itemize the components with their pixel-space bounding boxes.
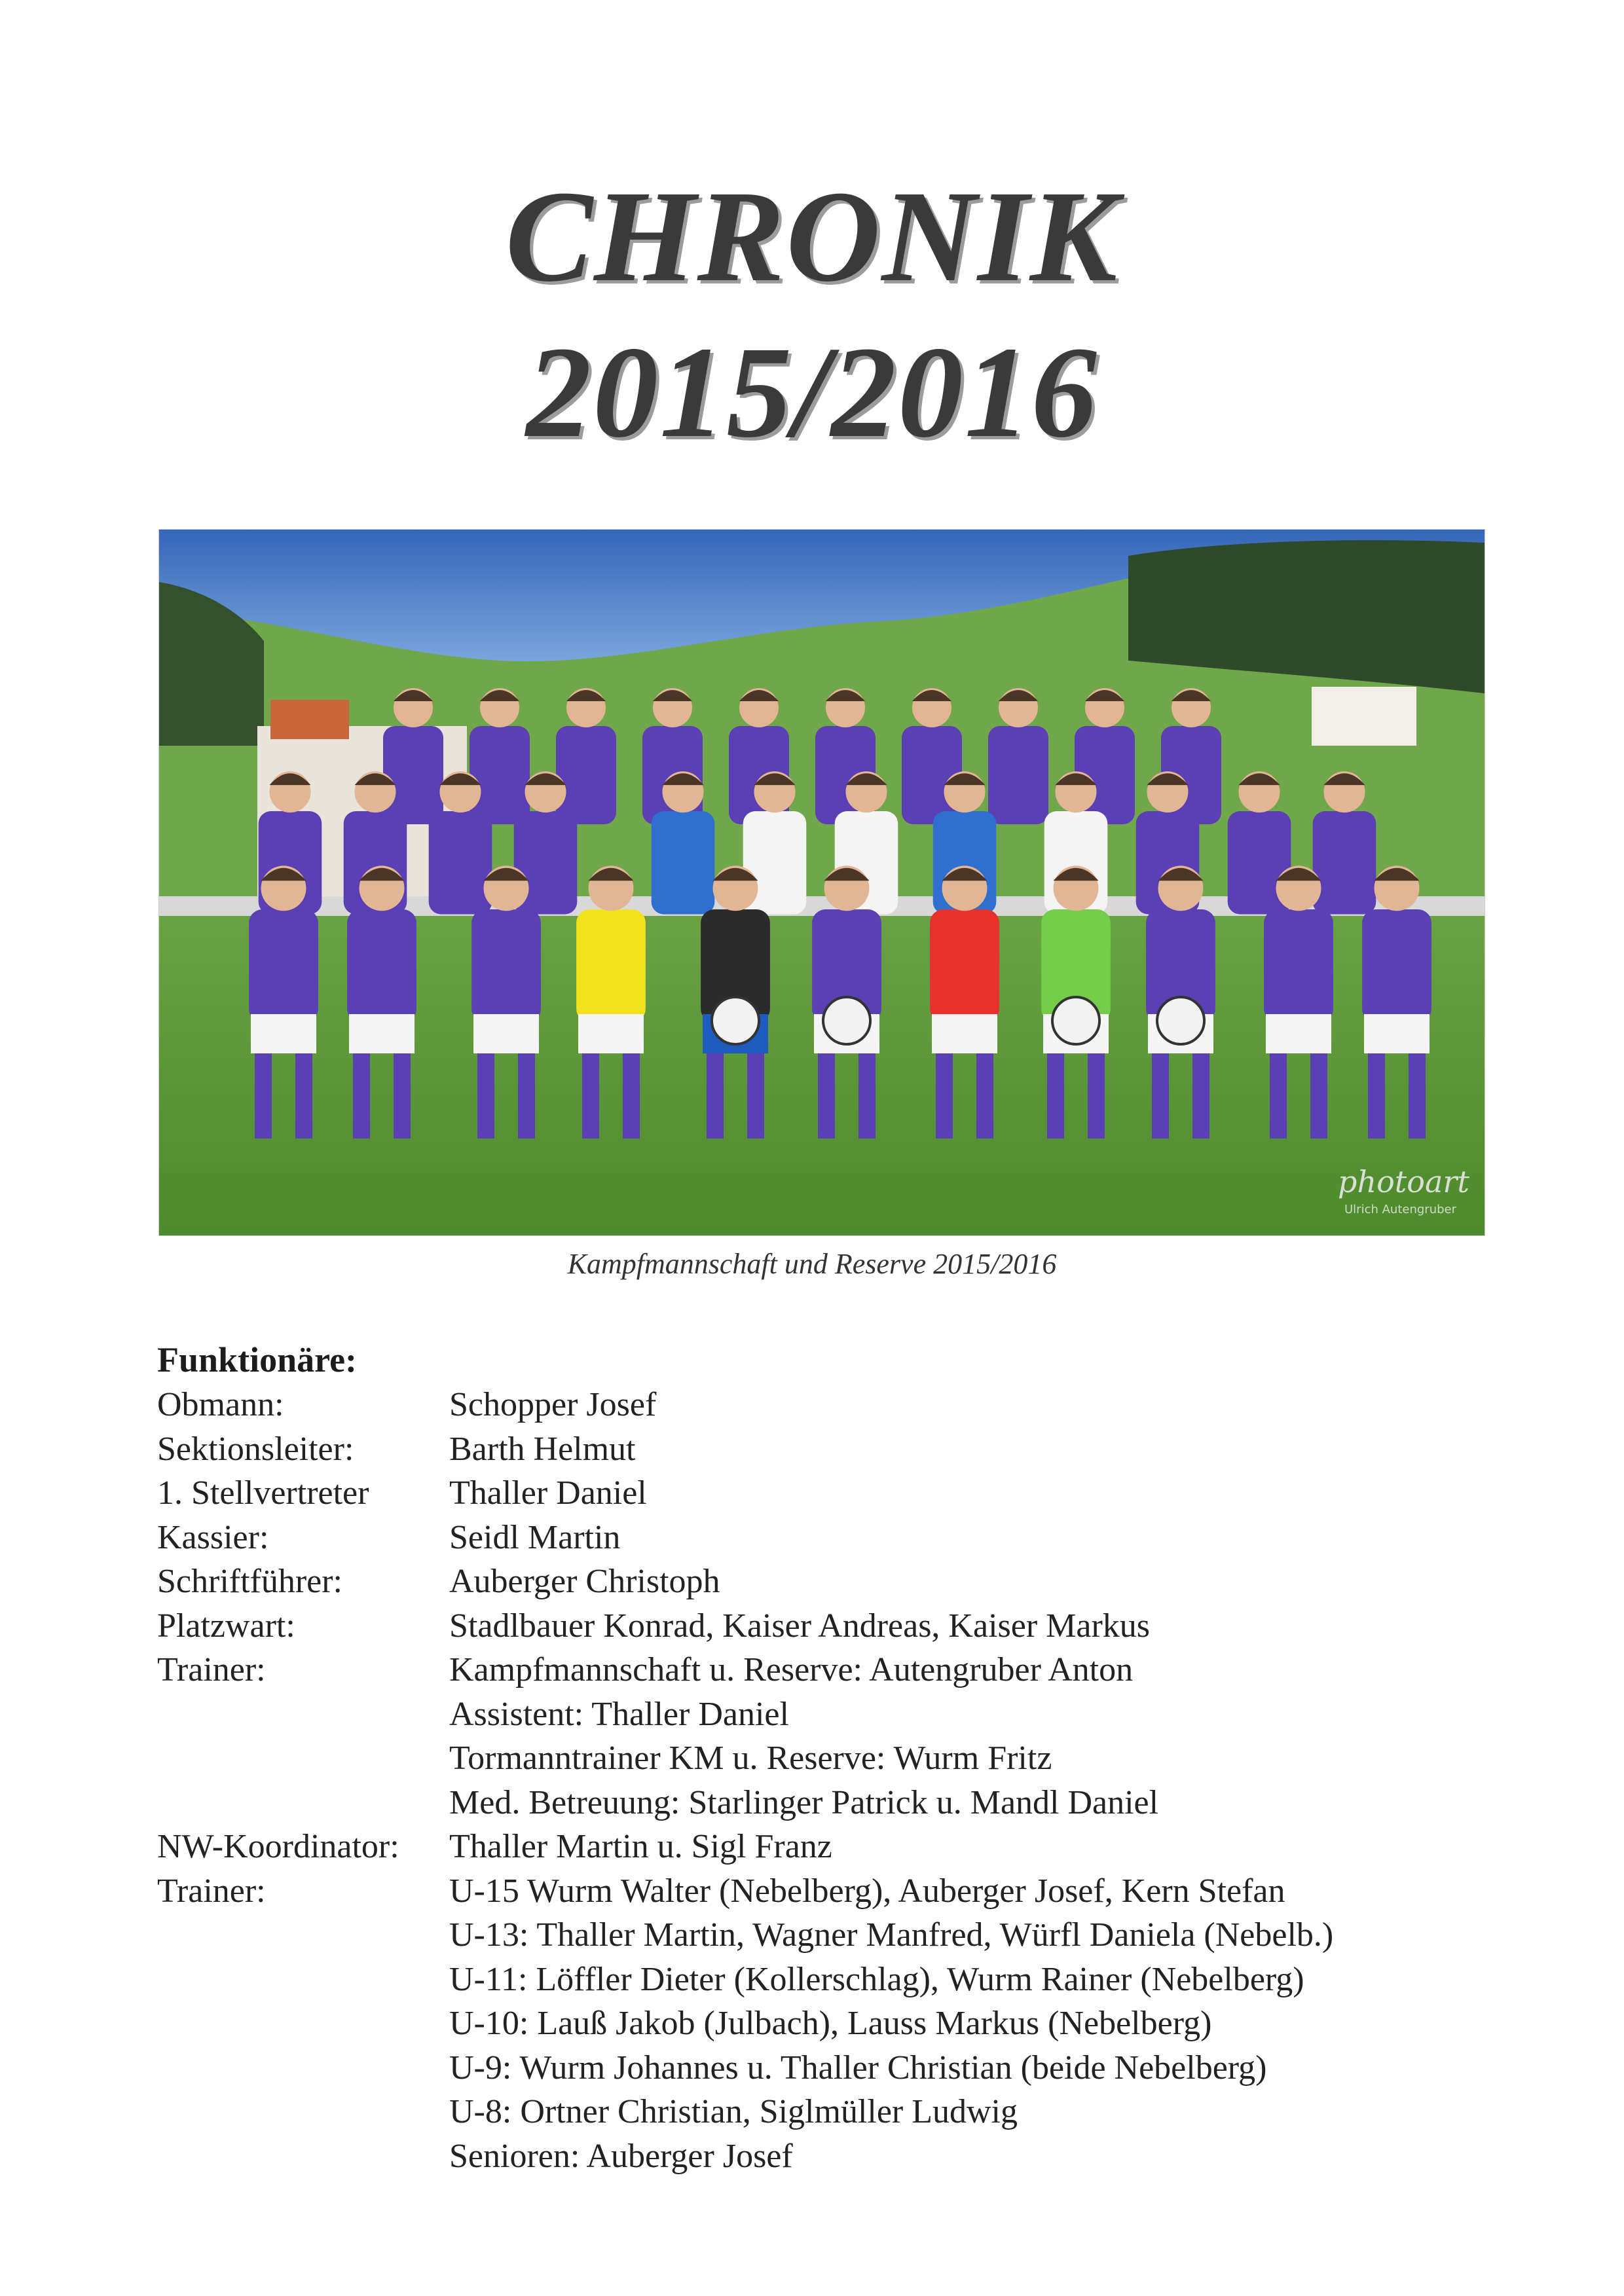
official-names: Schopper Josef bbox=[449, 1386, 657, 1423]
player-socks bbox=[1270, 1053, 1287, 1139]
player-shorts bbox=[349, 1014, 415, 1053]
photo-caption: Kampfmannschaft und Reserve 2015/2016 bbox=[567, 1248, 1057, 1280]
official-names: Tormanntrainer KM u. Reserve: Wurm Fritz bbox=[449, 1740, 1052, 1777]
official-names: Thaller Daniel bbox=[449, 1474, 647, 1512]
photo-watermark: photoart bbox=[1338, 1164, 1469, 1199]
player-socks bbox=[353, 1053, 370, 1139]
official-names: U-11: Löffler Dieter (Kollerschlag), Wurm Rainer (Nebelberg) bbox=[449, 1960, 1304, 1998]
football bbox=[1052, 997, 1099, 1044]
official-row bbox=[157, 1559, 1532, 1604]
player-socks bbox=[1192, 1053, 1209, 1139]
official-row bbox=[157, 1516, 1532, 1560]
official-row bbox=[157, 2134, 1532, 2179]
player-shorts bbox=[1266, 1014, 1331, 1053]
official-names: Seidl Martin bbox=[449, 1518, 621, 1556]
player-socks bbox=[1368, 1053, 1385, 1139]
player-socks bbox=[818, 1053, 835, 1139]
official-row bbox=[157, 1648, 1532, 1692]
official-names: Kampfmannschaft u. Reserve: Autengruber Anton bbox=[449, 1651, 1134, 1688]
official-names: U-13: Thaller Martin, Wagner Manfred, Würfl Daniela (Nebelb.) bbox=[449, 1916, 1334, 1954]
page-title-season: 2015/2016 bbox=[526, 320, 1098, 465]
player-socks bbox=[582, 1053, 599, 1139]
official-names: Thaller Martin u. Sigl Franz bbox=[449, 1828, 832, 1865]
football bbox=[712, 997, 759, 1044]
official-role: Platzwart: bbox=[157, 1607, 295, 1645]
player-socks bbox=[1409, 1053, 1426, 1139]
player-socks bbox=[707, 1053, 724, 1139]
football bbox=[823, 997, 870, 1044]
official-row bbox=[157, 1736, 1532, 1781]
player-socks bbox=[518, 1053, 535, 1139]
player-socks bbox=[976, 1053, 993, 1139]
player-socks bbox=[936, 1053, 953, 1139]
player-socks bbox=[1310, 1053, 1327, 1139]
official-names: Senioren: Auberger Josef bbox=[449, 2137, 793, 2175]
official-role: NW-Koordinator: bbox=[157, 1828, 399, 1865]
official-names: Auberger Christoph bbox=[449, 1563, 720, 1600]
official-names: Assistent: Thaller Daniel bbox=[449, 1695, 789, 1733]
official-role: Sektionsleiter: bbox=[157, 1430, 354, 1468]
player-socks bbox=[477, 1053, 494, 1139]
player-shorts bbox=[578, 1014, 644, 1053]
official-names: U-9: Wurm Johannes u. Thaller Christian (beide Nebelberg) bbox=[449, 2049, 1267, 2086]
player-shorts bbox=[473, 1014, 539, 1053]
official-row bbox=[157, 1913, 1532, 1958]
official-row bbox=[157, 1427, 1532, 1472]
player-socks bbox=[295, 1053, 312, 1139]
officials-heading: Funktionäre: bbox=[157, 1340, 358, 1379]
official-names: Stadlbauer Konrad, Kaiser Andreas, Kaiser Markus bbox=[449, 1607, 1151, 1645]
official-row bbox=[157, 1692, 1532, 1737]
player-socks bbox=[623, 1053, 640, 1139]
official-row bbox=[157, 2001, 1532, 2046]
player-socks bbox=[858, 1053, 876, 1139]
official-row bbox=[157, 1958, 1532, 2002]
player-socks bbox=[1088, 1053, 1105, 1139]
player-shorts bbox=[251, 1014, 316, 1053]
official-row bbox=[157, 1781, 1532, 1825]
player-socks bbox=[747, 1053, 764, 1139]
official-role: Kassier: bbox=[157, 1518, 269, 1556]
official-row bbox=[157, 1825, 1532, 1869]
player-socks bbox=[394, 1053, 411, 1139]
player-shorts bbox=[1364, 1014, 1430, 1053]
official-role: Schriftführer: bbox=[157, 1563, 343, 1600]
official-names: U-10: Lauß Jakob (Julbach), Lauss Markus (Nebelberg) bbox=[449, 2005, 1212, 2042]
player-socks bbox=[255, 1053, 272, 1139]
player-socks bbox=[1152, 1053, 1169, 1139]
official-row bbox=[157, 1869, 1532, 1914]
official-row bbox=[157, 1604, 1532, 1649]
official-names: Med. Betreuung: Starlinger Patrick u. Mandl Daniel bbox=[449, 1783, 1159, 1821]
photo-watermark-sub: Ulrich Autengruber bbox=[1344, 1203, 1456, 1216]
official-names: U-8: Ortner Christian, Siglmüller Ludwig bbox=[449, 2093, 1018, 2130]
player-socks bbox=[1047, 1053, 1064, 1139]
official-row bbox=[157, 1471, 1532, 1516]
football bbox=[1157, 997, 1204, 1044]
official-row bbox=[157, 2046, 1532, 2090]
team-photo bbox=[158, 529, 1485, 1236]
official-names: Barth Helmut bbox=[449, 1430, 636, 1468]
official-role: Trainer: bbox=[157, 1651, 266, 1688]
official-names: U-15 Wurm Walter (Nebelberg), Auberger Josef, Kern Stefan bbox=[449, 1872, 1285, 1910]
player-shorts bbox=[932, 1014, 997, 1053]
official-row bbox=[157, 2090, 1532, 2134]
official-role: Trainer: bbox=[157, 1872, 266, 1910]
page-title: CHRONIK bbox=[505, 164, 1119, 309]
official-role: 1. Stellvertreter bbox=[157, 1474, 369, 1512]
official-role: Obmann: bbox=[157, 1386, 284, 1423]
officials-list bbox=[157, 1383, 1532, 2178]
official-row bbox=[157, 1383, 1532, 1427]
